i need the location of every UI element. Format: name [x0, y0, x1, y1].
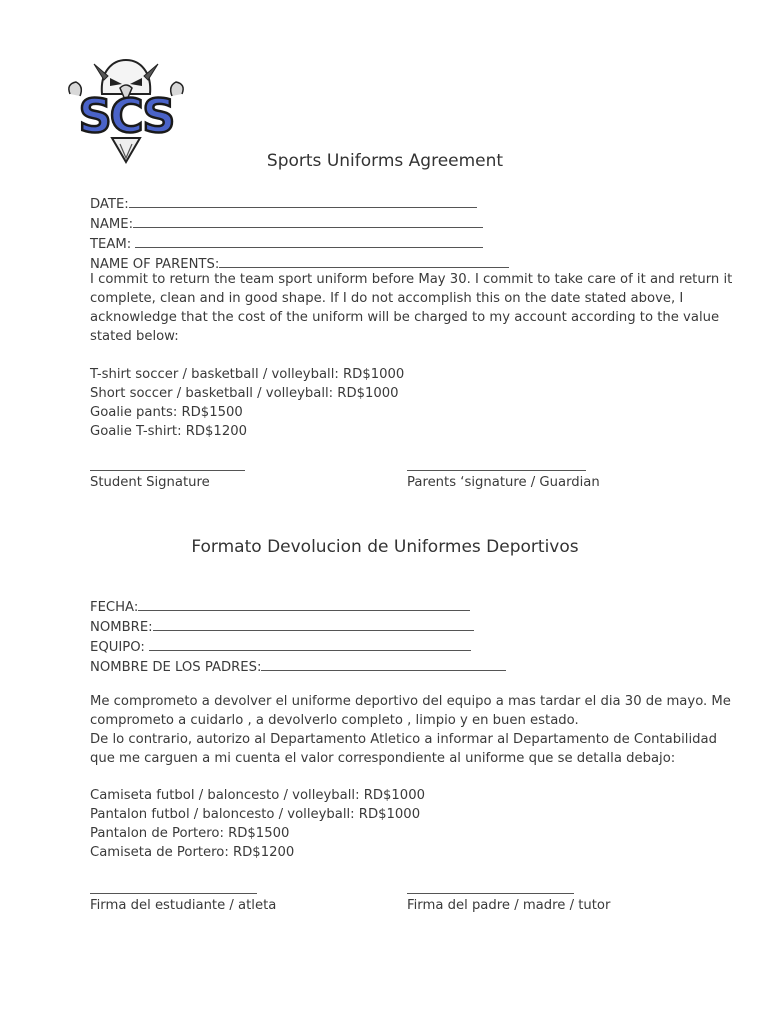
- paragraph-line: acknowledge that the cost of the uniform will be charged to my account according to the value: [90, 310, 720, 325]
- name-label: NAME:: [90, 217, 134, 232]
- paragraph-line: I commit to return the team sport uniform before May 30. I commit to take care of it and return it: [90, 272, 733, 287]
- equipo-field[interactable]: [149, 637, 471, 651]
- parent-signature: [407, 470, 600, 490]
- spanish-fields: [90, 597, 690, 677]
- name-field[interactable]: [133, 214, 483, 228]
- english-title: Sports Uniforms Agreement: [266, 151, 504, 171]
- date-field[interactable]: [129, 194, 477, 208]
- padre-signature: [407, 893, 610, 913]
- price-item: Camiseta de Portero: RD$1200: [90, 845, 295, 860]
- student-signature-line[interactable]: [90, 470, 245, 471]
- parents-field[interactable]: [219, 254, 509, 268]
- nombre-label: NOMBRE:: [90, 620, 153, 635]
- equipo-label: EQUIPO:: [90, 640, 149, 655]
- estudiante-signature: [90, 893, 276, 913]
- price-item: Pantalon futbol / baloncesto / volleyball: RD$1000: [90, 807, 421, 822]
- spanish-price-list: [90, 786, 690, 862]
- estudiante-signature-line[interactable]: [90, 893, 257, 894]
- parent-signature-line[interactable]: [407, 470, 586, 471]
- student-signature-label: Student Signature: [90, 475, 210, 490]
- price-item: Pantalon de Portero: RD$1500: [90, 826, 290, 841]
- paragraph-line: complete, clean and in good shape. If I do not accomplish this on the date stated above, I: [90, 291, 684, 306]
- spanish-paragraph: [90, 692, 731, 768]
- nombre-field[interactable]: [153, 617, 474, 631]
- price-item: Goalie pants: RD$1500: [90, 405, 243, 420]
- date-label: DATE:: [90, 197, 129, 212]
- parents-label: NAME OF PARENTS:: [90, 257, 220, 272]
- spanish-title: Formato Devolucion de Uniformes Deportivos: [191, 537, 579, 557]
- student-signature: [90, 470, 245, 490]
- english-paragraph: [90, 270, 733, 346]
- padres-label: NOMBRE DE LOS PADRES:: [90, 660, 262, 675]
- price-item: Goalie T-shirt: RD$1200: [90, 424, 247, 439]
- english-fields: [90, 194, 690, 274]
- parent-signature-label: Parents ‘signature / Guardian: [407, 475, 600, 490]
- paragraph-line: comprometo a cuidarlo , a devolverlo completo , limpio y en buen estado.: [90, 713, 579, 728]
- fecha-field[interactable]: [138, 597, 470, 611]
- padres-field[interactable]: [261, 657, 506, 671]
- price-item: Short soccer / basketball / volleyball: RD$1000: [90, 386, 399, 401]
- paragraph-line: Me comprometo a devolver el uniforme deportivo del equipo a mas tardar el dia 30 de mayo. Me: [90, 694, 731, 709]
- school-eagle-logo: [64, 54, 188, 166]
- paragraph-line: stated below:: [90, 329, 179, 344]
- paragraph-line: De lo contrario, autorizo al Departamento Atletico a informar al Departamento de Contabilidad: [90, 732, 717, 747]
- estudiante-signature-label: Firma del estudiante / atleta: [90, 898, 277, 913]
- paragraph-line: que me carguen a mi cuenta el valor correspondiente al uniforme que se detalla debajo:: [90, 751, 676, 766]
- english-price-list: [90, 365, 690, 441]
- fecha-label: FECHA:: [90, 600, 139, 615]
- price-item: T-shirt soccer / basketball / volleyball: RD$1000: [90, 367, 405, 382]
- padre-signature-label: Firma del padre / madre / tutor: [407, 898, 611, 913]
- price-item: Camiseta futbol / baloncesto / volleyball: RD$1000: [90, 788, 425, 803]
- padre-signature-line[interactable]: [407, 893, 574, 894]
- team-label: TEAM:: [90, 237, 136, 252]
- logo-text: SCS: [78, 89, 174, 143]
- team-field[interactable]: [135, 234, 483, 248]
